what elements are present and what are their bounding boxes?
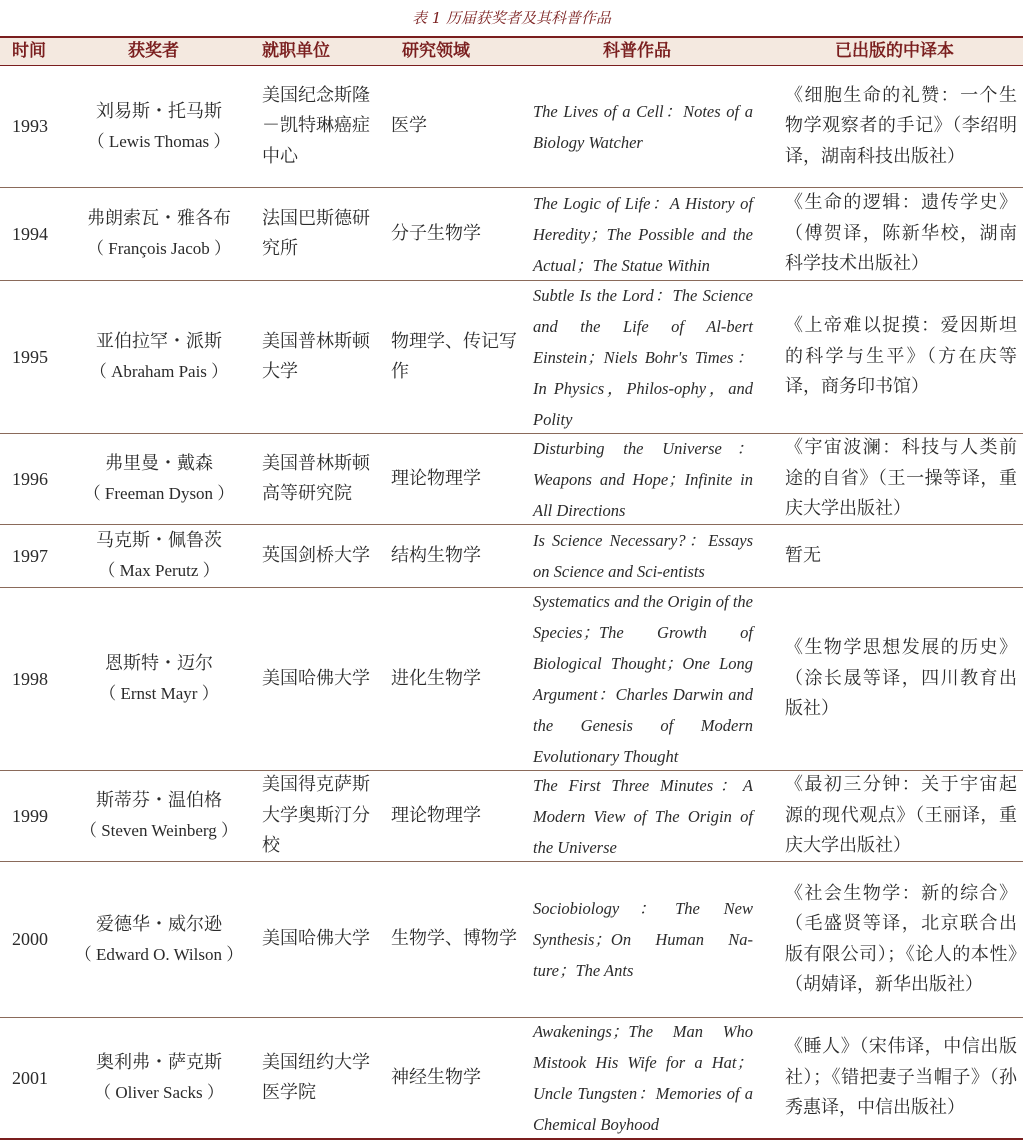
year-cell: 1995 (12, 346, 48, 367)
awardee-name-en: （ Max Perutz ） (98, 561, 220, 580)
org-text: 美国普林斯顿大学 (262, 330, 370, 382)
awardee-cell (66, 434, 252, 524)
field-cell (391, 1018, 521, 1138)
awardee-cell (66, 1018, 252, 1138)
table-row (0, 281, 1023, 434)
awardee-name-en: （ Lewis Thomas ） (87, 131, 231, 151)
awardee-name-cn: 弗朗索瓦・雅各布 (86, 208, 231, 229)
awardee-name-cn: 亚伯拉罕・派斯 (96, 331, 222, 352)
translation-text: 《社会生物学：新的综合》（毛盛贤等译，北京联合出版有限公司）；《论人的本性》（胡婧译，新华出版社） (785, 882, 1017, 995)
translation-cell (785, 771, 1017, 861)
work-text: The First Three Minutes：A Modern View of The Origin of the Universe (533, 775, 753, 857)
translation-text: 《最初三分钟：关于宇宙起源的现代观点》（王丽译，重庆大学出版社） (785, 774, 1017, 857)
table-bottom-rule (0, 1138, 1023, 1140)
table-row (0, 771, 1023, 862)
awardee-name-en: （ Abraham Pais ） (89, 362, 229, 381)
work-cell (533, 281, 753, 433)
org-cell (262, 525, 372, 587)
table-row (0, 66, 1023, 188)
field-text: 生物学、博物学 (391, 928, 517, 950)
awardee-name-en: （ Edward O. Wilson ） (74, 944, 244, 964)
awardee-cell (66, 281, 252, 433)
org-text: 法国巴斯德研究所 (262, 207, 370, 259)
translation-cell (785, 188, 1017, 280)
field-text: 进化生物学 (391, 667, 481, 689)
translation-cell (785, 281, 1017, 433)
work-text: The Lives of a Cell：Notes of a Biology Watcher (533, 101, 753, 152)
translation-cell (785, 525, 1017, 587)
table-row (0, 434, 1023, 525)
table-row (0, 525, 1023, 588)
awardee-name-cn: 恩斯特・迈尔 (105, 653, 213, 674)
awardee-cell (66, 66, 252, 187)
org-cell (262, 66, 372, 187)
table-row (0, 862, 1023, 1018)
header-awardee: 获奖者 (128, 41, 179, 61)
awardee-name-cn: 斯蒂芬・温伯格 (95, 790, 222, 811)
org-cell (262, 281, 372, 433)
year-cell: 1998 (12, 668, 48, 689)
org-cell (262, 188, 372, 280)
work-cell (533, 771, 753, 861)
table-row (0, 588, 1023, 771)
year-cell: 1997 (12, 545, 48, 566)
org-cell (262, 1018, 372, 1138)
work-cell (533, 188, 753, 280)
translation-text: 《细胞生命的礼赞：一个生物学观察者的手记》（李绍明译，湖南科技出版社） (785, 84, 1017, 167)
year-cell: 1996 (12, 468, 48, 489)
field-text: 分子生物学 (391, 222, 481, 244)
table-row (0, 1018, 1023, 1138)
work-cell (533, 434, 753, 524)
awardee-name-cn: 刘易斯・托马斯 (95, 100, 222, 122)
field-text: 理论物理学 (391, 467, 481, 489)
awardee-name-cn: 爱德华・威尔逊 (95, 913, 222, 935)
awardee-name-en: （ Ernst Mayr ） (99, 684, 219, 703)
year-cell: 1999 (12, 805, 48, 826)
awardee-cell (66, 588, 252, 770)
org-text: 美国哈佛大学 (262, 667, 370, 689)
header-work: 科普作品 (603, 41, 671, 61)
field-cell (391, 525, 521, 587)
translation-text: 暂无 (785, 544, 821, 566)
field-cell (391, 66, 521, 187)
awardee-name-en: （ Freeman Dyson ） (83, 484, 235, 503)
awardee-name-cn: 弗里曼・戴森 (105, 453, 213, 474)
awardee-name-cn: 马克斯・佩鲁茨 (96, 530, 222, 551)
table-header (0, 36, 1023, 66)
work-text: Disturbing the Universe：Weapons and Hope；Infinite in All Directions (533, 438, 753, 520)
table-caption: 表 1 历届获奖者及其科普作品 (411, 9, 612, 27)
awardee-name-en: （ Oliver Sacks ） (94, 1083, 224, 1102)
org-cell (262, 862, 372, 1017)
work-cell (533, 862, 753, 1017)
work-text: Sociobiology：The New Synthesis；On Human Na-ture；The Ants (533, 899, 753, 980)
field-cell (391, 434, 521, 524)
awardee-cell (66, 862, 252, 1017)
org-cell (262, 434, 372, 524)
work-text: Is Science Necessary?：Essays on Science and Sci-entists (533, 531, 753, 581)
translation-cell (785, 1018, 1017, 1138)
field-cell (391, 188, 521, 280)
awardee-cell (66, 188, 252, 280)
field-cell (391, 281, 521, 433)
year-cell: 1993 (12, 116, 48, 136)
translation-cell (785, 862, 1017, 1017)
field-text: 理论物理学 (391, 804, 481, 826)
translation-text: 《生物学思想发展的历史》（涂长晟等译，四川教育出版社） (785, 637, 1017, 720)
org-cell (262, 588, 372, 770)
field-text: 物理学、传记写作 (391, 330, 517, 382)
translation-text: 《宇宙波澜：科技与人类前途的自省》（王一操等译，重庆大学出版社） (785, 437, 1017, 520)
table-row (0, 188, 1023, 281)
translation-cell (785, 434, 1017, 524)
field-text: 神经生物学 (391, 1066, 481, 1088)
work-text: Awakenings；The Man Who Mistook His Wife for a Hat；Uncle Tungsten：Memories of a Chemical Boyhood (533, 1022, 753, 1134)
year-cell: 2000 (12, 929, 48, 949)
work-cell (533, 525, 753, 587)
work-cell (533, 1018, 753, 1138)
work-text: Subtle Is the Lord：The Science and the Life of Al-bert Einstein；Niels Bohr's Times：In Physics，Philos-ophy，and Polity (533, 285, 753, 429)
org-text: 美国纪念斯隆－凯特琳癌症中心 (262, 84, 370, 167)
year-cell: 1994 (12, 223, 48, 244)
work-cell (533, 588, 753, 770)
awardee-name-en: （ Steven Weinberg ） (79, 821, 239, 840)
field-text: 医学 (391, 115, 427, 137)
org-text: 英国剑桥大学 (262, 544, 370, 566)
work-text: The Logic of Life：A History of Heredity；The Possible and the Actual；The Statue Within (533, 193, 753, 275)
translation-cell (785, 66, 1017, 187)
field-cell (391, 862, 521, 1017)
awardee-name-en: （ François Jacob ） (86, 239, 231, 258)
header-year: 时间 (12, 41, 46, 61)
org-text: 美国得克萨斯大学奥斯汀分校 (262, 774, 370, 857)
org-text: 美国哈佛大学 (262, 928, 370, 950)
translation-text: 《睡人》（宋伟译，中信出版社）；《错把妻子当帽子》（孙秀惠译，中信出版社） (785, 1036, 1017, 1119)
org-cell (262, 771, 372, 861)
header-translation: 已出版的中译本 (835, 41, 954, 61)
year-cell: 2001 (12, 1067, 48, 1088)
header-org: 就职单位 (262, 41, 330, 61)
field-cell (391, 771, 521, 861)
awardee-name-cn: 奥利弗・萨克斯 (96, 1052, 222, 1073)
org-text: 美国纽约大学医学院 (262, 1051, 370, 1103)
org-text: 美国普林斯顿高等研究院 (262, 452, 370, 504)
translation-cell (785, 588, 1017, 770)
work-text: Systematics and the Origin of the Species；The Growth of Biological Thought；One Long Argument：Charles Darwin and the Genesis of Modern Evolutionary Thought (533, 592, 753, 766)
awardee-cell (66, 771, 252, 861)
translation-text: 《上帝难以捉摸：爱因斯坦的科学与生平》（方在庆等译，商务印书馆） (785, 315, 1017, 398)
field-cell (391, 588, 521, 770)
translation-text: 《生命的逻辑：遗传学史》（傅贺译，陈新华校，湖南科学技术出版社） (785, 192, 1017, 275)
awardee-cell (66, 525, 252, 587)
header-field: 研究领域 (402, 41, 470, 61)
field-text: 结构生物学 (391, 544, 481, 566)
work-cell (533, 66, 753, 187)
